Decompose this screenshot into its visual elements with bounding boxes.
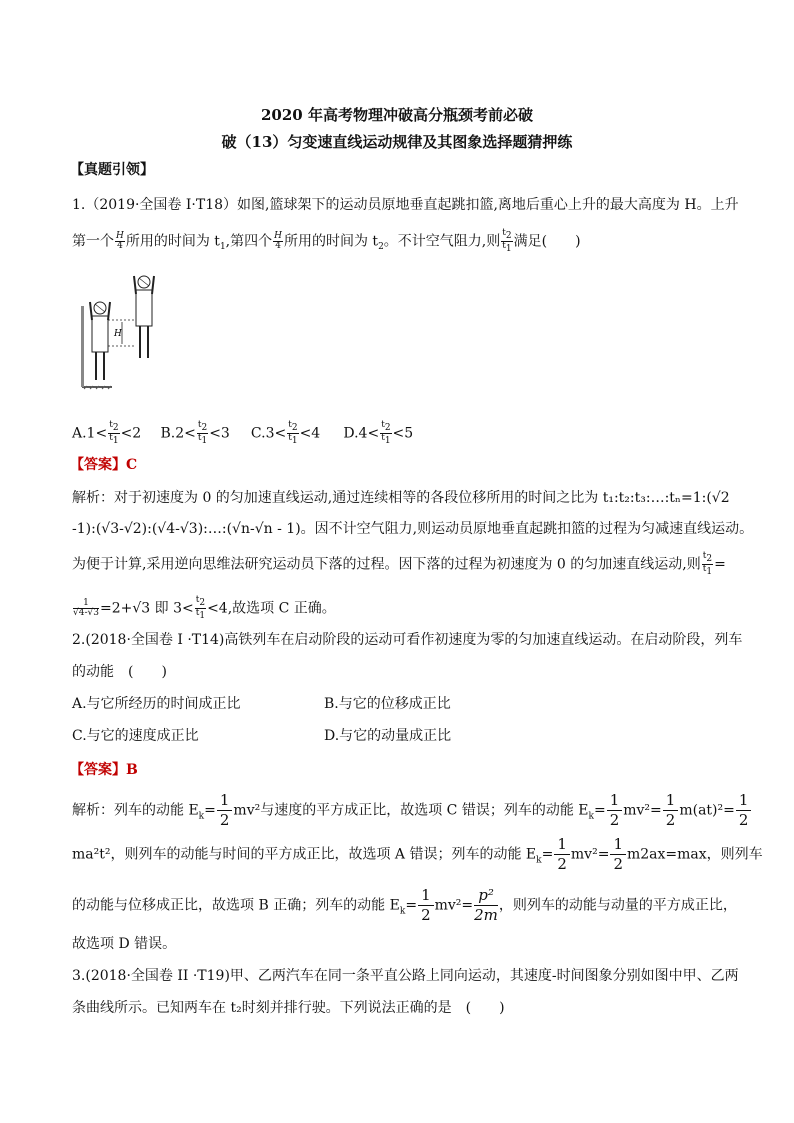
section-heading: 【真题引领】 xyxy=(70,162,154,178)
q2-explanation-3: 的动能与位移成正比，故选项 B 正确；列车的动能 $E_k=$ $\frac{1}{2}$ mv²= $\frac{\text{p²}}{2m}$ ，则列车的动能与动量的平方成正比， xyxy=(72,886,737,924)
q2-explanation-1: 解析：列车的动能 $E_k=$ $\frac{1}{2}$ mv²与速度的平方成正比，故选项 C 错误；列车的动能 $E_k=$ $\frac{1}{2}$ mv²= $\frac{1}{2}$ m(at)²= $\frac{1}{2}$ xyxy=(72,793,734,828)
option-b[interactable]: B.2< $\frac{t_2}{t_1}$ <3 xyxy=(160,420,230,446)
q2-options-row-2 xyxy=(72,726,734,746)
option-d[interactable]: D.与它的动量成正比 xyxy=(324,728,452,744)
option-b[interactable]: B.与它的位移成正比 xyxy=(324,696,451,712)
title-line-1: 2020 年高考物理冲破高分瓶颈考前必破 xyxy=(261,106,533,124)
q1-text: ,第四个 xyxy=(225,233,273,250)
q2-explanation-4: 故选项 D 错误。 xyxy=(72,936,177,952)
q1-explanation-3: 为便于计算,采用逆向思维法研究运动员下落的过程。因下落的过程为初速度为 0 的匀加速直线运动,则 $\frac{t_2}{t_1}$ = xyxy=(72,551,726,577)
q2-answer: 【答案】B xyxy=(70,762,138,778)
q2-explanation-2: ma²t²，则列车的动能与时间的平方成正比，故选项 A 错误；列车的动能 $E_k=$ $\frac{1}{2}$ mv²= $\frac{1}{2}$ m2ax=max，则列车 xyxy=(72,835,763,873)
q1-options xyxy=(72,421,734,446)
basketball-figure xyxy=(78,268,170,390)
q1-text: 所用的时间为 t xyxy=(125,233,220,250)
q1-line-2: 第一个 $\frac{H}{4}$ 所用的时间为 $t_1$,第四个 $\frac{H}{4}$ 所用的时间为 $t_2$。不计空气阻力,则 $\frac{t_2}{t_1}$ 满足( ) xyxy=(72,228,581,254)
option-c[interactable]: C.3< $\frac{t_2}{t_1}$ <4 xyxy=(250,420,321,446)
fraction-h-over-4: $\frac{H}{4}$ xyxy=(116,230,124,251)
q1-text: 第一个 xyxy=(72,233,114,250)
option-d[interactable]: D.4< $\frac{t_2}{t_1}$ <5 xyxy=(343,420,414,446)
option-c[interactable]: C.与它的速度成正比 xyxy=(72,728,199,744)
fraction-h-over-4: $\frac{H}{4}$ xyxy=(274,230,282,251)
q1-text: 。不计空气阻力,则 xyxy=(383,233,501,250)
q1-explanation-4: $\frac{1}{√4-√3}$ =2+√3 即 3< $\frac{t_2}{t_1}$ <4,故选项 C 正确。 xyxy=(73,595,336,621)
q1-text: 满足( ) xyxy=(513,233,581,250)
figure-height-label: H xyxy=(114,329,122,339)
q2-line-2: 的动能 ( ) xyxy=(72,664,167,680)
title-line-2: 破（13）匀变速直线运动规律及其图象选择题猜押练 xyxy=(221,133,573,151)
q3-line-1: 3.(2018·全国卷 II ·T19)甲、乙两汽车在同一条平直公路上同向运动，其速度-时间图象分别如图中甲、乙两 xyxy=(72,968,739,984)
fraction-t2-over-t1: $\frac{t_2}{t_1}$ xyxy=(502,228,512,254)
q1-line-1: 1.（2019·全国卷 I·T18）如图,篮球架下的运动员原地垂直起跳扣篮,离地后重心上升的最大高度为 H。上升 xyxy=(72,197,739,213)
option-a[interactable]: A.1< $\frac{t_2}{t_1}$ <2 xyxy=(72,420,142,446)
q1-explanation-2: -1):(√3-√2):(√4-√3):…:(√n-√n - 1)。因不计空气阻力,则运动员原地垂直起跳扣篮的过程为匀减速直线运动。 xyxy=(72,521,754,537)
q1-answer: 【答案】C xyxy=(70,457,138,473)
option-a[interactable]: A.与它所经历的时间成正比 xyxy=(72,696,241,712)
q1-text: 所用的时间为 t xyxy=(283,233,379,250)
q2-line-1: 2.(2018·全国卷 I ·T14)高铁列车在启动阶段的运动可看作初速度为零的匀加速直线运动。在启动阶段，列车 xyxy=(72,632,743,648)
q1-explanation-1: 解析：对于初速度为 0 的匀加速直线运动,通过连续相等的各段位移所用的时间之比为 t₁:t₂:t₃:…:tₙ=1:(√2 xyxy=(72,490,730,506)
q2-options-row-1 xyxy=(72,694,734,714)
q3-line-2: 条曲线所示。已知两车在 t₂时刻并排行驶。下列说法正确的是 ( ) xyxy=(72,1000,505,1016)
